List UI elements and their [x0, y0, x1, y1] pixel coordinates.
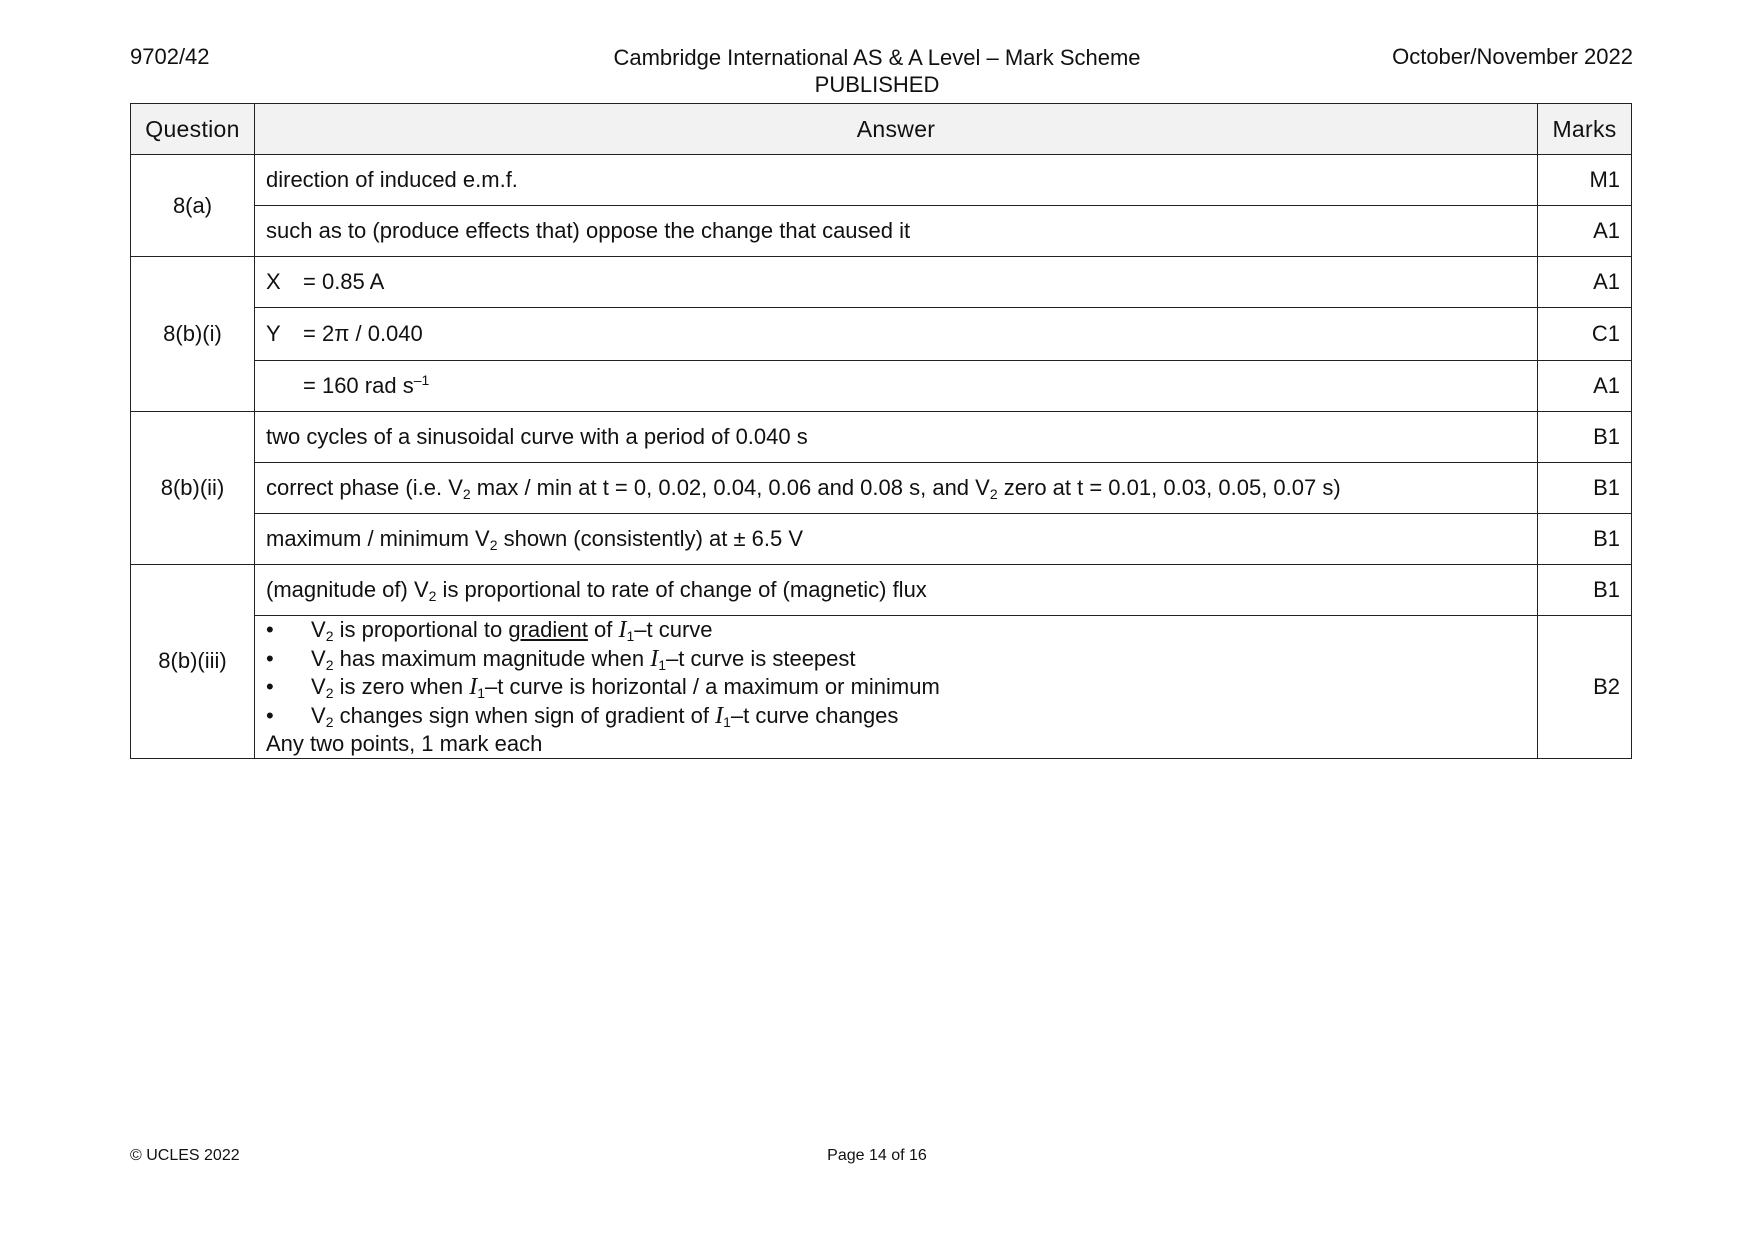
paper-code: 9702/42: [130, 44, 210, 69]
answer-text: two cycles of a sinusoidal curve with a period of 0.040 s: [255, 412, 1538, 463]
published-label: PUBLISHED: [814, 72, 940, 97]
question-label: 8(a): [131, 155, 255, 257]
subscript: 2: [325, 628, 334, 644]
current-symbol: I: [618, 617, 627, 643]
question-label: 8(b)(ii): [131, 412, 255, 565]
list-item: [266, 673, 1526, 702]
answer-text: of: [587, 617, 619, 642]
bullet-icon: •: [266, 617, 274, 642]
subscript: 2: [489, 537, 498, 553]
current-symbol: I: [650, 645, 659, 672]
answer-text: = 160 rad s: [303, 373, 414, 398]
answer-text: shown (consistently) at ± 6.5 V: [497, 526, 804, 551]
question-label: 8(b)(i): [131, 257, 255, 412]
variable-label: X: [266, 269, 281, 294]
answer-text: = 2π / 0.040: [303, 321, 423, 346]
bullet-icon: •: [266, 645, 274, 671]
subscript: 2: [462, 486, 471, 502]
answer-cell: [255, 463, 1538, 514]
answer-text: (magnitude of) V: [266, 577, 429, 602]
subscript: 1: [658, 656, 666, 673]
answer-text: max / min at t = 0, 0.02, 0.04, 0.06 and 0.08 s, and V: [470, 475, 990, 500]
answer-bullet-list: [255, 616, 1538, 759]
table-row: [131, 155, 1632, 206]
answer-text: such as to (produce effects that) oppose the change that caused it: [255, 206, 1538, 257]
marks-column-header: Marks: [1538, 104, 1632, 155]
variable-label: Y: [266, 321, 281, 346]
answer-text: zero at t = 0.01, 0.03, 0.05, 0.07 s): [997, 475, 1341, 500]
table-row: [131, 308, 1632, 361]
table-row: [131, 565, 1632, 616]
table-header-row: [131, 104, 1632, 155]
question-label: 8(b)(iii): [131, 565, 255, 759]
answer-cell: [255, 257, 1538, 308]
mark-scheme-title: Cambridge International AS & A Level – Mark Scheme: [613, 45, 1141, 70]
copyright-notice: © UCLES 2022: [130, 1147, 240, 1164]
mark-scheme-table: [130, 103, 1632, 759]
answer-text: is proportional to: [333, 617, 509, 642]
table-row: [131, 616, 1632, 759]
answer-text: –t curve is steepest: [665, 645, 856, 671]
unit-exponent: –1: [413, 372, 430, 388]
question-column-header: Question: [131, 104, 255, 155]
answer-text: V: [311, 645, 326, 671]
table-row: [131, 412, 1632, 463]
answer-text: –t curve: [634, 617, 713, 642]
table-row: [131, 514, 1632, 565]
answer-text: V: [311, 702, 326, 728]
answer-text: = 0.85 A: [303, 269, 385, 294]
answer-text: correct phase (i.e. V: [266, 475, 463, 500]
mark-code: A1: [1538, 361, 1632, 412]
marking-note: Any two points, 1 mark each: [266, 731, 543, 756]
table-row: [131, 463, 1632, 514]
subscript: 1: [477, 685, 486, 701]
bullet-icon: •: [266, 702, 274, 728]
subscript: 2: [989, 486, 998, 502]
bullet-icon: •: [266, 674, 274, 699]
answer-cell: [255, 361, 1538, 412]
subscript: 1: [626, 628, 635, 644]
answer-cell: [255, 514, 1538, 565]
table-row: [131, 206, 1632, 257]
page-number: Page 14 of 16: [827, 1147, 927, 1164]
mark-code: B1: [1538, 565, 1632, 616]
mark-code: M1: [1538, 155, 1632, 206]
subscript: 2: [428, 588, 437, 604]
answer-cell: [255, 565, 1538, 616]
answer-text: direction of induced e.m.f.: [255, 155, 1538, 206]
answer-column-header: Answer: [255, 104, 1538, 155]
answer-text: –t curve is horizontal / a maximum or minimum: [485, 674, 940, 699]
subscript: 1: [723, 713, 731, 730]
answer-text: is zero when: [333, 674, 470, 699]
mark-code: C1: [1538, 308, 1632, 361]
exam-session: October/November 2022: [1392, 44, 1633, 69]
answer-text: –t curve changes: [730, 702, 899, 728]
answer-text: is proportional to rate of change of (magnetic) flux: [436, 577, 927, 602]
current-symbol: I: [715, 702, 724, 729]
current-symbol: I: [469, 674, 478, 700]
answer-text: V: [311, 674, 326, 699]
answer-text: V: [311, 617, 326, 642]
answer-cell: [255, 308, 1538, 361]
list-item: [266, 702, 1526, 731]
mark-code: B1: [1538, 463, 1632, 514]
list-item: [266, 645, 1526, 674]
underlined-keyword: gradient: [508, 617, 588, 642]
mark-code: B2: [1538, 616, 1632, 759]
list-item: [266, 616, 1526, 645]
answer-text: changes sign when sign of gradient of: [333, 702, 716, 728]
subscript: 2: [325, 713, 334, 730]
answer-text: has maximum magnitude when: [333, 645, 651, 671]
subscript: 2: [325, 656, 334, 673]
mark-code: B1: [1538, 412, 1632, 463]
mark-code: A1: [1538, 257, 1632, 308]
table-row: [131, 257, 1632, 308]
table-row: [131, 361, 1632, 412]
mark-code: A1: [1538, 206, 1632, 257]
answer-text: maximum / minimum V: [266, 526, 490, 551]
mark-code: B1: [1538, 514, 1632, 565]
subscript: 2: [325, 685, 334, 701]
